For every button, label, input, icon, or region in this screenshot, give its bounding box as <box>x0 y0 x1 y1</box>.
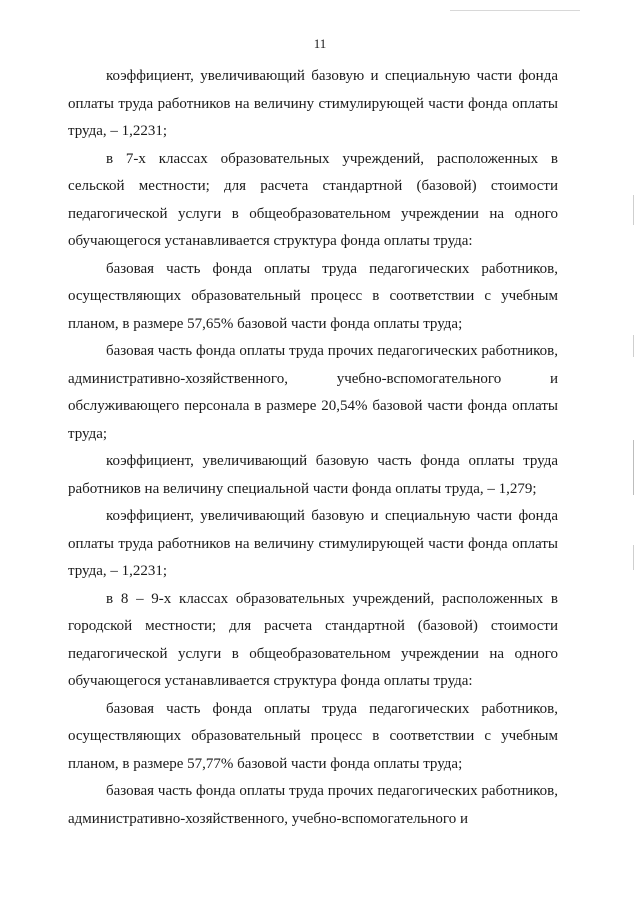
scan-artifact-line <box>450 10 580 11</box>
document-body <box>68 63 558 833</box>
paragraph: коэффициент, увеличивающий базовую и специальную части фонда оплаты труда работников на величину стимулирующей части фонда оплаты труда, – 1,2231; <box>68 508 558 579</box>
scan-edge-mark <box>633 545 634 570</box>
paragraph: базовая часть фонда оплаты труда педагогических работников, осуществляющих образовательный процесс в соответствии с учебным планом, в размере 57,77% базовой части фонда оплаты труда; <box>68 700 558 772</box>
paragraph: базовая часть фонда оплаты труда педагогических работников, осуществляющих образовательный процесс в соответствии с учебным планом, в размере 57,65% базовой части фонда оплаты труда; <box>68 260 558 332</box>
paragraph: в 7-х классах образовательных учреждений, расположенных в сельской местности; для расчета стандартной (базовой) стоимости педагогической услуги в общеобразовательном учреждении на одного обучающегося устанавливается структура фонда оплаты труда: <box>68 150 558 249</box>
paragraph: базовая часть фонда оплаты труда прочих педагогических работников, административно-хозяйственного, учебно-вспомогательного и <box>68 783 558 827</box>
paragraph: коэффициент, увеличивающий базовую и специальную части фонда оплаты труда работников на величину стимулирующей части фонда оплаты труда, – 1,2231; <box>68 68 558 139</box>
page-number: 11 <box>313 36 327 51</box>
paragraph: в 8 – 9-х классах образовательных учреждений, расположенных в городской местности; для расчета стандартной (базовой) стоимости педагогической услуги в общеобразовательном учреждении на одного обучающегося устанавливается структура фонда оплаты труда: <box>68 590 558 689</box>
paragraph: базовая часть фонда оплаты труда прочих педагогических работников, административно-хозяйственного, учебно-вспомогательного и обслуживающего персонала в размере 20,54% базовой части фонда оплаты труда; <box>68 343 558 442</box>
scan-edge-mark <box>633 335 634 357</box>
paragraph: коэффициент, увеличивающий базовую часть фонда оплаты труда работников на величину специальной части фонда оплаты труда, – 1,279; <box>68 453 558 497</box>
scan-edge-mark <box>633 440 634 495</box>
scan-edge-mark <box>633 195 634 225</box>
